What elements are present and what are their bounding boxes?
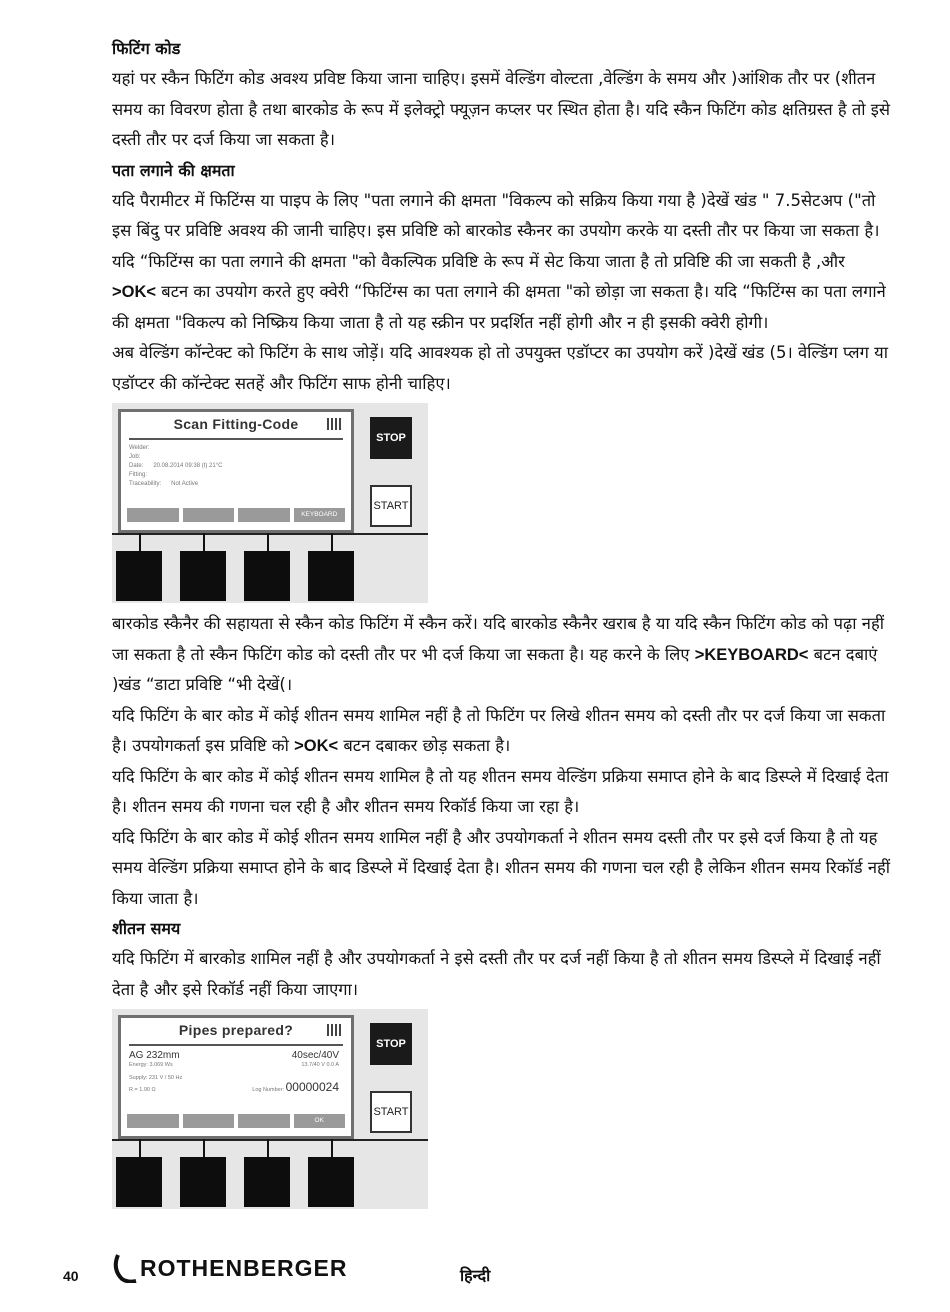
barcode-icon-2 (327, 1024, 341, 1036)
page-content (112, 34, 892, 1215)
log-row: R = 1.90 Ω Log Number: 00000024 (129, 1080, 339, 1094)
supply-row: Supply: 231 V / 50 Hz (129, 1075, 183, 1081)
barcode-icon (327, 418, 341, 430)
hardware-key-4[interactable] (308, 551, 354, 601)
traceability-text-b: बटन का उपयोग करते हुए क्वेरी “फिटिंग्स का पता लगाने की क्षमता "को छोड़ा जा सकता है। यदि “फिटिंग्स का पता लगाने की क्षमता "विकल्प को निष्क्रिय किया जाता है तो यह स्क्रीन पर प्रदर्शित नहीं होगी और न ही इसकी क्वेरी होगी। (112, 282, 886, 332)
screen-fields-2 (129, 1050, 343, 1095)
pipes-prepared-device-figure (112, 1009, 428, 1209)
cooling-text-b: बटन दबाकर छोड़ सकता है। (338, 736, 511, 755)
fitting-size-row: AG 232mm 40sec/40V (129, 1050, 339, 1061)
fitting-code-paragraph: यहां पर स्कैन फिटिंग कोड अवश्य प्रविष्ट किया जाना चाहिए। इसमें वेल्डिंग वोल्टता ,वेल्डिंग के समय और )आंशिक तौर पर (शीतन समय का विवरण होता है तथा बारकोड के रूप में इलेक्ट्रो फ्यूज़न कप्लर पर स्थित होता है। यदि स्कैन फिटिंग कोड क्षतिग्रस्त है तो इसे दस्ती तौर पर दर्ज किया जा सकता है। (112, 69, 891, 149)
traceability-paragraph (112, 186, 892, 339)
hardware-key-2-2[interactable] (180, 1157, 226, 1207)
field-welder: Welder: (129, 445, 150, 451)
softkey-2-2[interactable] (183, 1114, 235, 1128)
logo-swoosh-icon (112, 1253, 138, 1283)
traceability-text-a: यदि पैरामीटर में फिटिंग्स या पाइप के लिए "पता लगाने की क्षमता "विकल्प को सक्रिय किया गया है )देखें खंड " 7.5सेटअप ("तो इस बिंदु पर प्रविष्टि अवश्य की जानी चाहिए। इस प्रविष्टि को बारकोड स्कैनर का उपयोग करके या दस्ती तौर पर किया जा सकता है। यदि “फिटिंग्स का पता लगाने की क्षमता "को वैकल्पिक प्रविष्टि के रूप में सेट किया जाता है तो प्रविष्टि की जा सकती है ,और (112, 190, 880, 271)
cooling-entered-paragraph: यदि फिटिंग के बार कोड में कोई शीतन समय शामिल नहीं है और उपयोगकर्ता ने शीतन समय दस्ती तौर पर इसे दर्ज किया है तो यह समय वेल्डिंग प्रक्रिया समाप्त होने के बाद डिस्प्ले में दिखाई देता है। शीतन समय की गणना चल रही है लेकिन शीतन समय रिकॉर्ड नहीं किया जाता है। (112, 827, 891, 908)
cooling-time-paragraph: यदि फिटिंग में बारकोड शामिल नहीं है और उपयोगकर्ता ने इसे दस्ती तौर पर दर्ज नहीं किया है तो शीतन समय डिस्प्ले में दिखाई नहीं देता है और इसे रिकॉर्ड नहीं किया जाएगा। (112, 949, 881, 999)
softkey-3[interactable] (238, 508, 290, 522)
section-heading-cooling-time: शीतन समय (112, 919, 181, 938)
softkey-keyboard[interactable]: KEYBOARD (294, 508, 346, 522)
screen-softkeys-2 (127, 1114, 345, 1128)
cooling-included-paragraph: यदि फिटिंग के बार कोड में कोई शीतन समय शामिल है तो यह शीतन समय वेल्डिंग प्रक्रिया समाप्त होने के बाद डिस्प्ले में दिखाई देता है। शीतन समय की गणना चल रही है और शीतन समय रिकॉर्ड किया जा रहा है। (112, 766, 889, 816)
screen-fields (129, 444, 343, 489)
field-date: Date: 20.08.2014 09:38 (t) 21°C (129, 463, 223, 469)
hardware-key-2-3[interactable] (244, 1157, 290, 1207)
scan-fitting-code-device-figure (112, 403, 428, 603)
hardware-key-2-4[interactable] (308, 1157, 354, 1207)
screen-title: Scan Fitting-Code (173, 416, 299, 432)
hardware-key-2-1[interactable] (116, 1157, 162, 1207)
field-traceability: Traceability: Not Active (129, 481, 199, 487)
scan-paragraph (112, 609, 892, 701)
ok-key-text-2: >OK< (294, 737, 339, 755)
screen-softkeys (127, 508, 345, 522)
energy-row: Energy: 3.069 Ws 13.7/40 V 0.0 A (129, 1062, 339, 1068)
title-divider-2 (129, 1044, 343, 1046)
scan-text-a: बारकोड स्कैनैर की सहायता से स्कैन कोड फिटिंग में स्कैन करें। यदि बारकोड स्कैनैर खराब है या यदि स्कैन फिटिंग कोड को पढ़ा नहीं जा सकता है तो स्कैन फिटिंग कोड को दस्ती तौर पर भी दर्ज किया जा सकता है। यह करने के लिए (112, 614, 885, 664)
keyboard-key-text: >KEYBOARD< (694, 645, 809, 664)
device-screen (118, 409, 354, 533)
ok-key-text: >OK< (112, 283, 157, 301)
field-job: Job: (129, 454, 141, 460)
language-label: हिन्दी (460, 1266, 491, 1285)
screen-title-2: Pipes prepared? (178, 1022, 294, 1038)
softkey-1[interactable] (127, 508, 179, 522)
section-heading-fitting-code: फिटिंग कोड (112, 39, 181, 58)
page-number: 40 (63, 1268, 79, 1284)
title-divider (129, 438, 343, 440)
stop-button-2[interactable]: STOP (370, 1023, 412, 1065)
section-heading-traceability: पता लगाने की क्षमता (112, 160, 235, 180)
softkey-ok[interactable]: OK (294, 1114, 346, 1128)
softkey-2-3[interactable] (238, 1114, 290, 1128)
softkey-2[interactable] (183, 508, 235, 522)
scan-text-b: बटन दबाएं )खंड “डाटा प्रविष्टि “भी देखें(। (112, 644, 878, 694)
field-fitting: Fitting: (129, 472, 148, 478)
hardware-key-1[interactable] (116, 551, 162, 601)
cooling-manual-paragraph (112, 701, 892, 762)
start-button[interactable]: START (370, 485, 412, 527)
rothenberger-logo (112, 1248, 348, 1288)
cooling-text-a: यदि फिटिंग के बार कोड में कोई शीतन समय शामिल नहीं है तो फिटिंग पर लिखे शीतन समय को दस्ती तौर पर दर्ज किया जा सकता है। उपयोगकर्ता इस प्रविष्टि को (112, 705, 886, 755)
log-number: 00000024 (285, 1080, 339, 1094)
hardware-key-3[interactable] (244, 551, 290, 601)
softkey-2-1[interactable] (127, 1114, 179, 1128)
logo-text: ROTHENBERGER (140, 1254, 348, 1281)
welding-contact-paragraph: अब वेल्डिंग कॉन्टेक्ट को फिटिंग के साथ जोड़ें। यदि आवश्यक हो तो उपयुक्त एडॉप्टर का उपयोग करें )देखें खंड (5। वेल्डिंग प्लग या एडॉप्टर की कॉन्टेक्ट सतहें और फिटिंग साफ होनी चाहिए। (112, 343, 888, 393)
stop-button[interactable]: STOP (370, 417, 412, 459)
start-button-2[interactable]: START (370, 1091, 412, 1133)
key-connector-line (112, 533, 428, 535)
device-screen-2 (118, 1015, 354, 1139)
hardware-key-2[interactable] (180, 551, 226, 601)
key-connector-line-2 (112, 1139, 428, 1141)
